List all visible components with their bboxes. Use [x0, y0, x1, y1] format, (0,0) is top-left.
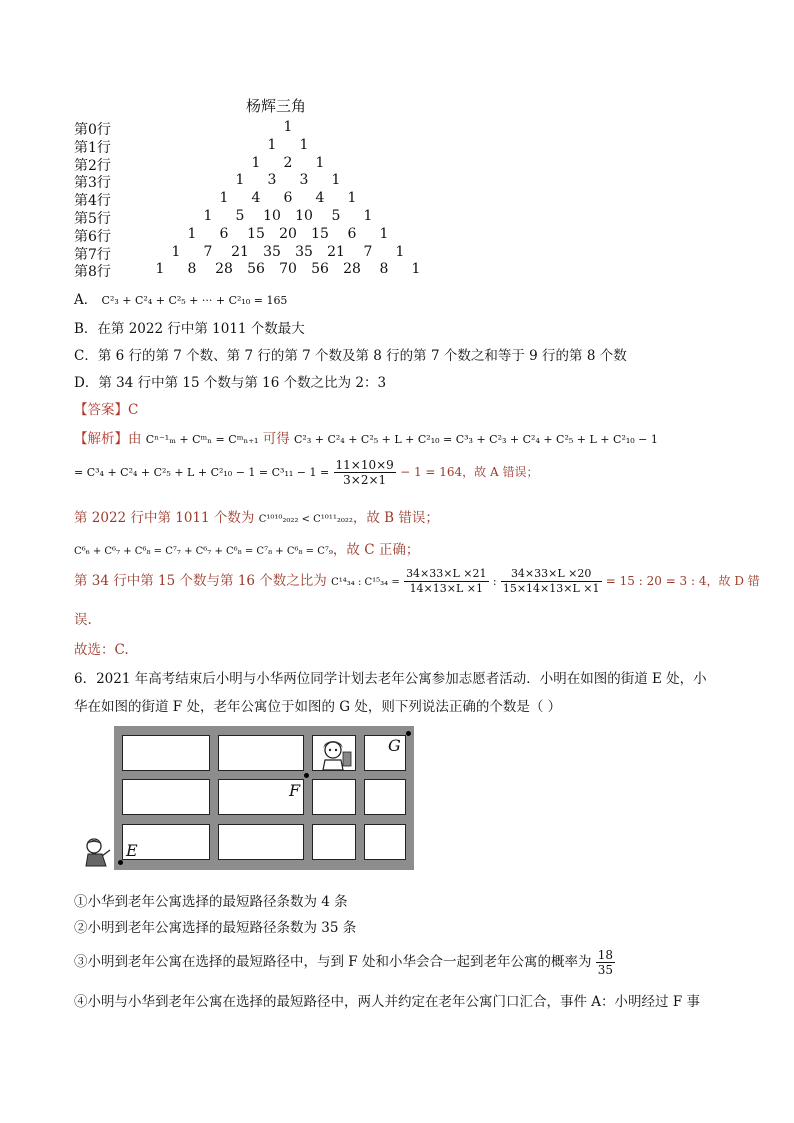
triangle-number: 15 — [311, 225, 329, 242]
fraction-d-2 — [501, 567, 602, 596]
triangle-row-label: 第1行 — [74, 139, 111, 156]
label-e: E — [126, 841, 138, 860]
triangle-number: 7 — [363, 243, 373, 260]
triangle-row-label: 第7行 — [74, 246, 111, 263]
triangle-number: 1 — [251, 154, 261, 171]
option-c: C．第 6 行的第 7 个数、第 7 行的第 7 个数及第 8 行的第 7 个数之和等于 9 行的第 8 个数 — [74, 348, 627, 364]
triangle-number: 1 — [187, 225, 197, 242]
question-6-line-1: 6．2021 年高考结束后小明与小华两位同学计划去老年公寓参加志愿者活动．小明在如图的街道 E 处，小 — [74, 671, 707, 687]
answer-line — [74, 398, 138, 418]
triangle-number: 4 — [251, 190, 261, 207]
fraction-d-1-den: 14×13×L ×1 — [409, 582, 484, 595]
fraction-18-35-den: 35 — [597, 963, 614, 977]
analysis-c-formula: C⁶₆ + C⁶₇ + C⁶₈ = C⁷₇ + C⁶₇ + C⁶₈ = C⁷₈ + C⁶₈ = C⁷₉ — [74, 546, 333, 557]
triangle-number: 1 — [283, 119, 293, 135]
answer-value: C — [128, 402, 139, 418]
analysis-line-5: 第 34 行中第 15 个数与第 16 个数之比为 C¹⁴₃₄ : C¹⁵₃₄ = $\frac{34\times 33\times L \times 21}{14\times 13\times L \times 1}$ : $\frac{34\times 33\times L \times 20}{15\times 14\times 13\times L \times 1}$ = 15 : 20 = 3 : 4，故 D 错 — [74, 567, 760, 595]
triangle-row-label: 第0行 — [74, 122, 111, 138]
apartment-figure-icon — [313, 736, 356, 771]
triangle-number: 21 — [327, 243, 345, 260]
triangle-row-label: 第5行 — [74, 211, 111, 227]
triangle-number: 6 — [347, 225, 357, 242]
triangle-title: 杨辉三角 — [246, 97, 307, 115]
triangle-number: 7 — [203, 243, 213, 260]
triangle-number: 1 — [411, 261, 421, 278]
triangle-number: 20 — [279, 225, 297, 242]
point-e-dot — [118, 860, 123, 865]
triangle-number: 28 — [343, 261, 361, 278]
analysis-conclusion: 故选：C. — [74, 642, 129, 658]
triangle-number: 8 — [379, 261, 389, 278]
triangle-number: 15 — [247, 225, 265, 242]
triangle-number: 1 — [235, 172, 245, 189]
student-figure-icon — [80, 836, 114, 870]
triangle-row-label: 第2行 — [74, 157, 111, 174]
triangle-row-label: 第6行 — [74, 228, 111, 245]
triangle-number: 35 — [263, 243, 281, 260]
analysis-eq-2-left: = C³₄ + C²₄ + C²₅ + L + C²₁₀ − 1 = C³₁₁ − 1 = — [74, 466, 330, 479]
triangle-number: 70 — [279, 261, 297, 278]
triangle-number: 56 — [247, 261, 265, 278]
triangle-number: 1 — [299, 136, 309, 153]
fraction-11x10x9 — [334, 458, 396, 487]
option-b: B．在第 2022 行中第 1011 个数最大 — [74, 321, 305, 337]
analysis-b-tail: ，故 B 错误； — [352, 510, 439, 526]
block — [218, 735, 304, 771]
triangle-number: 1 — [363, 208, 373, 224]
fraction-18-35 — [596, 948, 615, 977]
triangle-row-label: 第4行 — [74, 193, 111, 210]
block — [364, 824, 406, 860]
analysis-b-formula: C¹⁰¹⁰₂₀₂₂ < C¹⁰¹¹₂₀₂₂ — [258, 514, 353, 525]
triangle-number: 6 — [219, 225, 229, 242]
analysis-line-2 — [74, 458, 538, 487]
triangle-number: 8 — [187, 261, 197, 278]
analysis-line-6: 误. — [74, 612, 92, 628]
triangle-number: 1 — [331, 172, 341, 189]
triangle-number: 4 — [315, 190, 325, 207]
analysis-d-ratio: C¹⁴₃₄ : C¹⁵₃₄ = — [331, 577, 400, 588]
triangle-number: 35 — [295, 243, 313, 260]
triangle-number: 3 — [267, 172, 277, 189]
analysis-line-1 — [74, 427, 658, 447]
fraction-d-1-num: 34×33×L ×21 — [406, 567, 487, 580]
block — [122, 735, 210, 771]
triangle-number: 1 — [219, 190, 229, 207]
block-with-building — [312, 735, 356, 771]
analysis-b-text: 第 2022 行中第 1011 个数为 — [74, 510, 255, 526]
triangle-number: 6 — [283, 190, 293, 207]
fraction-d-2-num: 34×33×L ×20 — [501, 567, 602, 582]
answer-label: 【答案】 — [74, 402, 128, 418]
fraction-18-35-num: 18 — [597, 948, 614, 962]
statement-2: ②小明到老年公寓选择的最短路径条数为 35 条 — [74, 920, 357, 936]
triangle-number: 5 — [235, 208, 245, 224]
fraction-den: 3×2×1 — [343, 473, 387, 487]
triangle-number: 10 — [263, 208, 281, 224]
triangle-number: 1 — [155, 261, 165, 278]
block — [312, 824, 356, 860]
fraction-num: 11×10×9 — [335, 458, 394, 472]
point-g-dot — [406, 731, 411, 736]
block — [312, 779, 356, 815]
statement-4: ④小明与小华到老年公寓在选择的最短路径中，两人并约定在老年公寓门口汇合，事件 A：小明经过 F 事 — [74, 994, 700, 1010]
fraction-d-2-den: 15×14×13×L ×1 — [502, 582, 600, 595]
analysis-line-4 — [74, 538, 419, 558]
statement-1: ①小华到老年公寓选择的最短路径条数为 4 条 — [74, 894, 348, 910]
analysis-c-tail: ，故 C 正确； — [332, 542, 420, 558]
triangle-number: 21 — [231, 243, 249, 260]
triangle-number: 1 — [379, 225, 389, 242]
analysis-line-3 — [74, 506, 439, 526]
triangle-number: 10 — [295, 208, 313, 224]
triangle-number: 1 — [267, 136, 277, 153]
triangle-row-label: 第8行 — [74, 264, 111, 281]
triangle-number: 1 — [347, 190, 357, 207]
analysis-label: 【解析】 — [74, 431, 128, 447]
triangle-number: 1 — [203, 208, 213, 224]
option-d: D．第 34 行中第 15 个数与第 16 个数之比为 2：3 — [74, 375, 387, 391]
statement-3-text: ③小明到老年公寓在选择的最短路径中，与到 F 处和小华会合一起到老年公寓的概率为 — [74, 954, 592, 970]
block — [218, 824, 304, 860]
analysis-d-text: 第 34 行中第 15 个数与第 16 个数之比为 — [74, 573, 327, 589]
block — [364, 779, 406, 815]
label-g: G — [388, 736, 401, 755]
block — [122, 779, 210, 815]
analysis-you: 由 — [128, 431, 142, 447]
label-f: F — [289, 781, 301, 800]
question-6-line-2: 华在如图的街道 F 处，老年公寓位于如图的 G 处，则下列说法正确的个数是（ ） — [74, 699, 562, 715]
triangle-number: 2 — [283, 154, 293, 171]
triangle-number: 1 — [171, 243, 181, 260]
triangle-number: 5 — [331, 208, 341, 224]
triangle-number: 1 — [315, 154, 325, 171]
point-f-dot — [304, 773, 309, 778]
statement-3 — [74, 948, 615, 977]
analysis-mid: 可得 — [262, 431, 290, 447]
option-a-formula: C²₃ + C²₄ + C²₅ + ··· + C²₁₀ = 165 — [101, 294, 288, 307]
triangle-number: 56 — [311, 261, 329, 278]
fraction-d-1 — [404, 567, 488, 596]
triangle-number: 1 — [395, 243, 405, 260]
analysis-d-tail: = 15 : 20 = 3 : 4，故 D 错 — [605, 574, 760, 588]
analysis-rule: Cⁿ⁻¹ₘ + Cᵐₙ = Cᵐₙ₊₁ — [145, 433, 259, 446]
triangle-row-label: 第3行 — [74, 175, 111, 192]
triangle-number: 3 — [299, 172, 309, 189]
option-a-prefix: A． — [74, 292, 98, 308]
triangle-number: 28 — [215, 261, 233, 278]
analysis-eq-2-right: − 1 = 164，故 A 错误； — [400, 465, 539, 479]
option-a — [74, 288, 287, 308]
analysis-eq-1: C²₃ + C²₄ + C²₅ + L + C²₁₀ = C³₃ + C²₃ + C²₄ + C²₅ + L + C²₁₀ − 1 — [294, 433, 658, 446]
